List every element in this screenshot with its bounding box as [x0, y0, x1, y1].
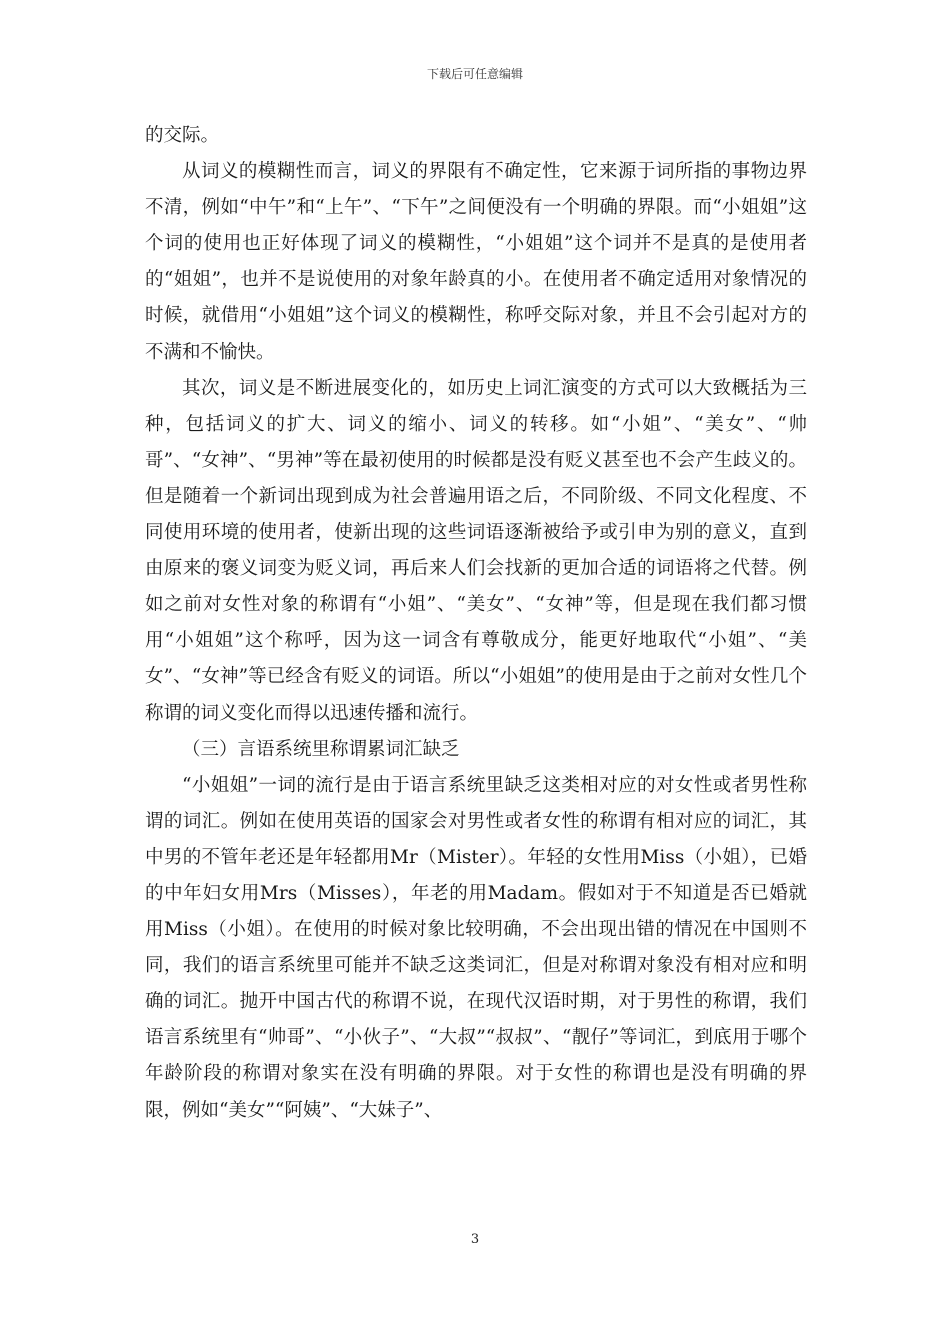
section-heading: （三）言语系统里称谓累词汇缺乏 — [182, 738, 460, 760]
document-body — [145, 118, 807, 1129]
page-number: 3 — [470, 1232, 480, 1247]
paragraph-semantic-vagueness: 从词义的模糊性而言，词义的界限有不确定性，它来源于词所指的事物边界不清，例如“中午”和“上午”、“下午”之间便没有一个明确的界限。而“小姐姐”这个词的使用也正好体现了词义的模糊性，“小姐姐”这个词并不是真的是使用者的“姐姐”，也并不是说使用的对象年龄真的小。在使用者不确定适用对象情况的时候，就借用“小姐姐”这个词义的模糊性，称呼交际对象，并且不会引起对方的不满和不愉快。 — [145, 161, 807, 363]
paragraph-semantic-change: 其次，词义是不断进展变化的，如历史上词汇演变的方式可以大致概括为三种，包括词义的扩大、词义的缩小、词义的转移。如“小姐”、“美女”、“帅哥”、“女神”、“男神”等在最初使用的时候都是没有贬义甚至也不会产生歧义的。但是随着一个新词出现到成为社会普遍用语之后，不同阶级、不同文化程度、不同使用环境的使用者，使新出现的这些词语逐渐被给予或引申为别的意义，直到由原来的褒义词变为贬义词，再后来人们会找新的更加合适的词语将之代替。例如之前对女性对象的称谓有“小姐”、“美女”、“女神”等，但是现在我们都习惯用“小姐姐”这个称呼，因为这一词含有尊敬成分，能更好地取代“小姐”、“美女”、“女神”等已经含有贬义的词语。所以“小姐姐”的使用是由于之前对女性几个称谓的词义变化而得以迅速传播和流行。 — [145, 377, 807, 724]
paragraph-vocabulary-gap: “小姐姐”一词的流行是由于语言系统里缺乏这类相对应的对女性或者男性称谓的词汇。例如在使用英语的国家会对男性或者女性的称谓有相对应的词汇，其中男的不管年老还是年轻都用Mr（Mister）。年轻的女性用Miss（小姐），已婚的中年妇女用Mrs（Misses），年老的用Madam。假如对于不知道是否已婚就用Miss（小姐）。在使用的时候对象比较明确，不会出现出错的情况在中国则不同，我们的语言系统里可能并不缺乏这类词汇，但是对称谓对象没有相对应和明确的词汇。抛开中国古代的称谓不说，在现代汉语时期，对于男性的称谓，我们语言系统里有“帅哥”、“小伙子”、“大叔”“叔叔”、“靓仔”等词汇，到底用于哪个年龄阶段的称谓对象实在没有明确的界限。对于女性的称谓也是没有明确的界限，例如“美女”“阿姨”、“大妹子”、 — [145, 774, 807, 1121]
paragraph-continuation: 的交际。 — [145, 125, 220, 146]
page-header: 下载后可任意编辑 — [426, 67, 523, 81]
